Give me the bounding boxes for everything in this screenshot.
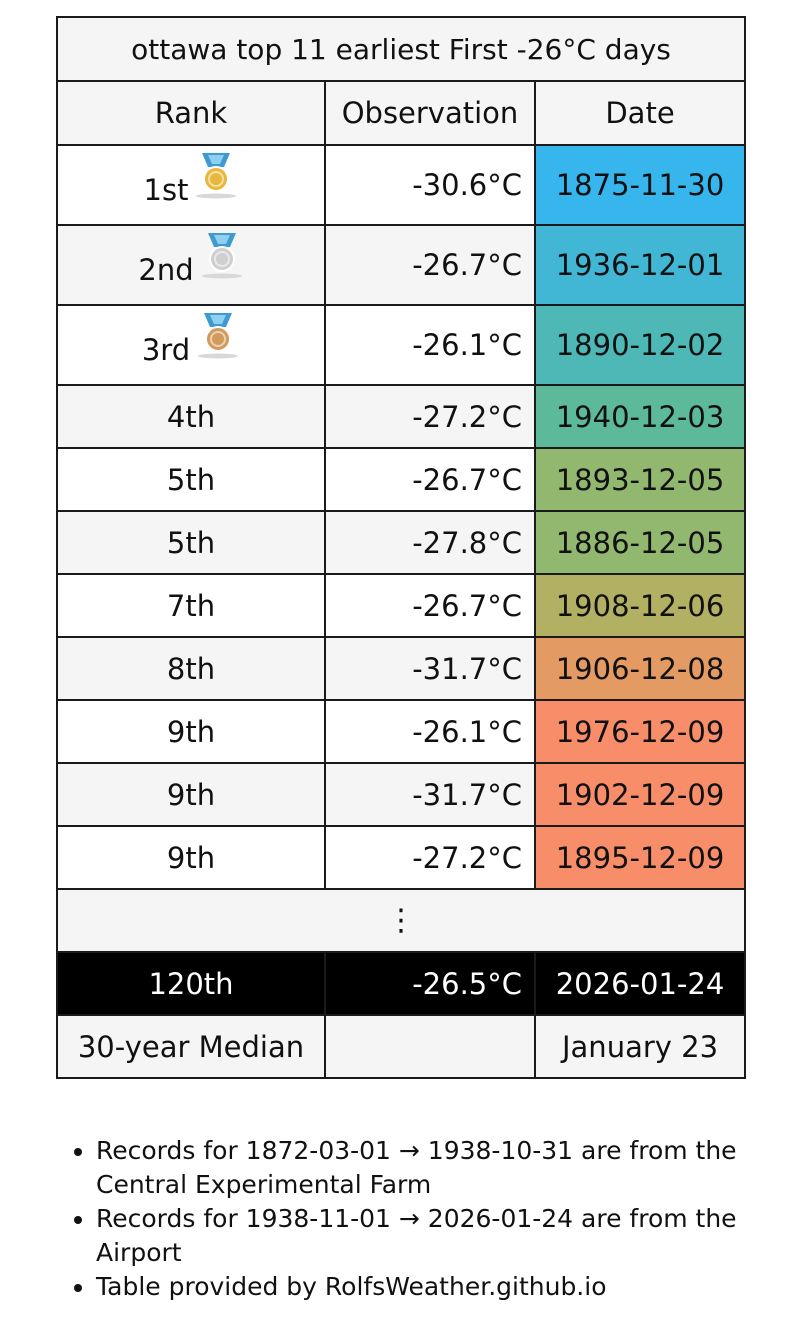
table-row [57, 511, 745, 574]
current-date: 2026-01-24 [535, 952, 745, 1015]
note-item: • Table provided by RolfsWeather.github.io [96, 1270, 766, 1304]
date-cell: 1906-12-08 [535, 637, 745, 700]
date-header: Date [535, 81, 745, 145]
rank-label: 5th [166, 525, 216, 560]
observation-cell: -30.6°C [325, 145, 535, 225]
current-rank: 120th [57, 952, 325, 1015]
observation-cell: -26.7°C [325, 574, 535, 637]
records-table [56, 16, 746, 1079]
observation-cell: -26.1°C [325, 700, 535, 763]
table-row [57, 448, 745, 511]
rank-cell [57, 763, 325, 826]
rank-label: 2nd [138, 253, 194, 287]
table-row [57, 637, 745, 700]
rank-cell [57, 385, 325, 448]
rank-label: 9th [166, 840, 216, 875]
notes-list [56, 1134, 766, 1304]
observation-cell: -31.7°C [325, 763, 535, 826]
observation-cell: -27.2°C [325, 385, 535, 448]
note-item: • Records for 1938-11-01 → 2026-01-24 are from the Airport [96, 1202, 766, 1270]
rank-label: 5th [166, 462, 216, 497]
table-row [57, 225, 745, 305]
observation-cell: -26.7°C [325, 448, 535, 511]
ellipsis: ⋮ [57, 889, 745, 952]
rank-cell [57, 574, 325, 637]
date-cell: 1875-11-30 [535, 145, 745, 225]
date-cell: 1976-12-09 [535, 700, 745, 763]
current-observation: -26.5°C [325, 952, 535, 1015]
table-row [57, 763, 745, 826]
table-title: ottawa top 11 earliest First -26°C days [57, 17, 745, 81]
table-row [57, 305, 745, 385]
rank-cell [57, 448, 325, 511]
rank-cell [57, 637, 325, 700]
table-row [57, 385, 745, 448]
rank-label: 4th [166, 399, 216, 434]
observation-cell: -27.8°C [325, 511, 535, 574]
date-cell: 1895-12-09 [535, 826, 745, 889]
observation-cell: -26.1°C [325, 305, 535, 385]
median-observation [325, 1015, 535, 1078]
rank-label: 3rd [141, 333, 191, 367]
gold-medal-icon [194, 151, 238, 208]
median-row [57, 1015, 745, 1078]
date-cell: 1902-12-09 [535, 763, 745, 826]
date-cell: 1890-12-02 [535, 305, 745, 385]
ellipsis-row [57, 889, 745, 952]
date-cell: 1886-12-05 [535, 511, 745, 574]
rank-label: 8th [166, 651, 216, 686]
rank-cell [57, 225, 325, 305]
table-row [57, 145, 745, 225]
rank-header: Rank [57, 81, 325, 145]
date-cell: 1940-12-03 [535, 385, 745, 448]
observation-header: Observation [325, 81, 535, 145]
observation-cell: -27.2°C [325, 826, 535, 889]
rank-cell [57, 305, 325, 385]
rank-cell [57, 826, 325, 889]
date-cell: 1893-12-05 [535, 448, 745, 511]
note-item: • Records for 1872-03-01 → 1938-10-31 are from the Central Experimental Farm [96, 1134, 766, 1202]
date-cell: 1908-12-06 [535, 574, 745, 637]
median-label: 30-year Median [57, 1015, 325, 1078]
rank-label: 7th [166, 588, 216, 623]
observation-cell: -31.7°C [325, 637, 535, 700]
rank-cell [57, 511, 325, 574]
table-row [57, 700, 745, 763]
table-header-row [57, 81, 745, 145]
median-date: January 23 [535, 1015, 745, 1078]
table-row [57, 826, 745, 889]
table-body [57, 145, 745, 889]
bronze-medal-icon [196, 311, 240, 368]
date-cell: 1936-12-01 [535, 225, 745, 305]
rank-label: 9th [166, 777, 216, 812]
current-year-row [57, 952, 745, 1015]
rank-cell [57, 145, 325, 225]
rank-label: 1st [143, 173, 189, 207]
rank-cell [57, 700, 325, 763]
rank-label: 9th [166, 714, 216, 749]
table-row [57, 574, 745, 637]
silver-medal-icon [200, 231, 244, 288]
table-title-row [57, 17, 745, 81]
observation-cell: -26.7°C [325, 225, 535, 305]
